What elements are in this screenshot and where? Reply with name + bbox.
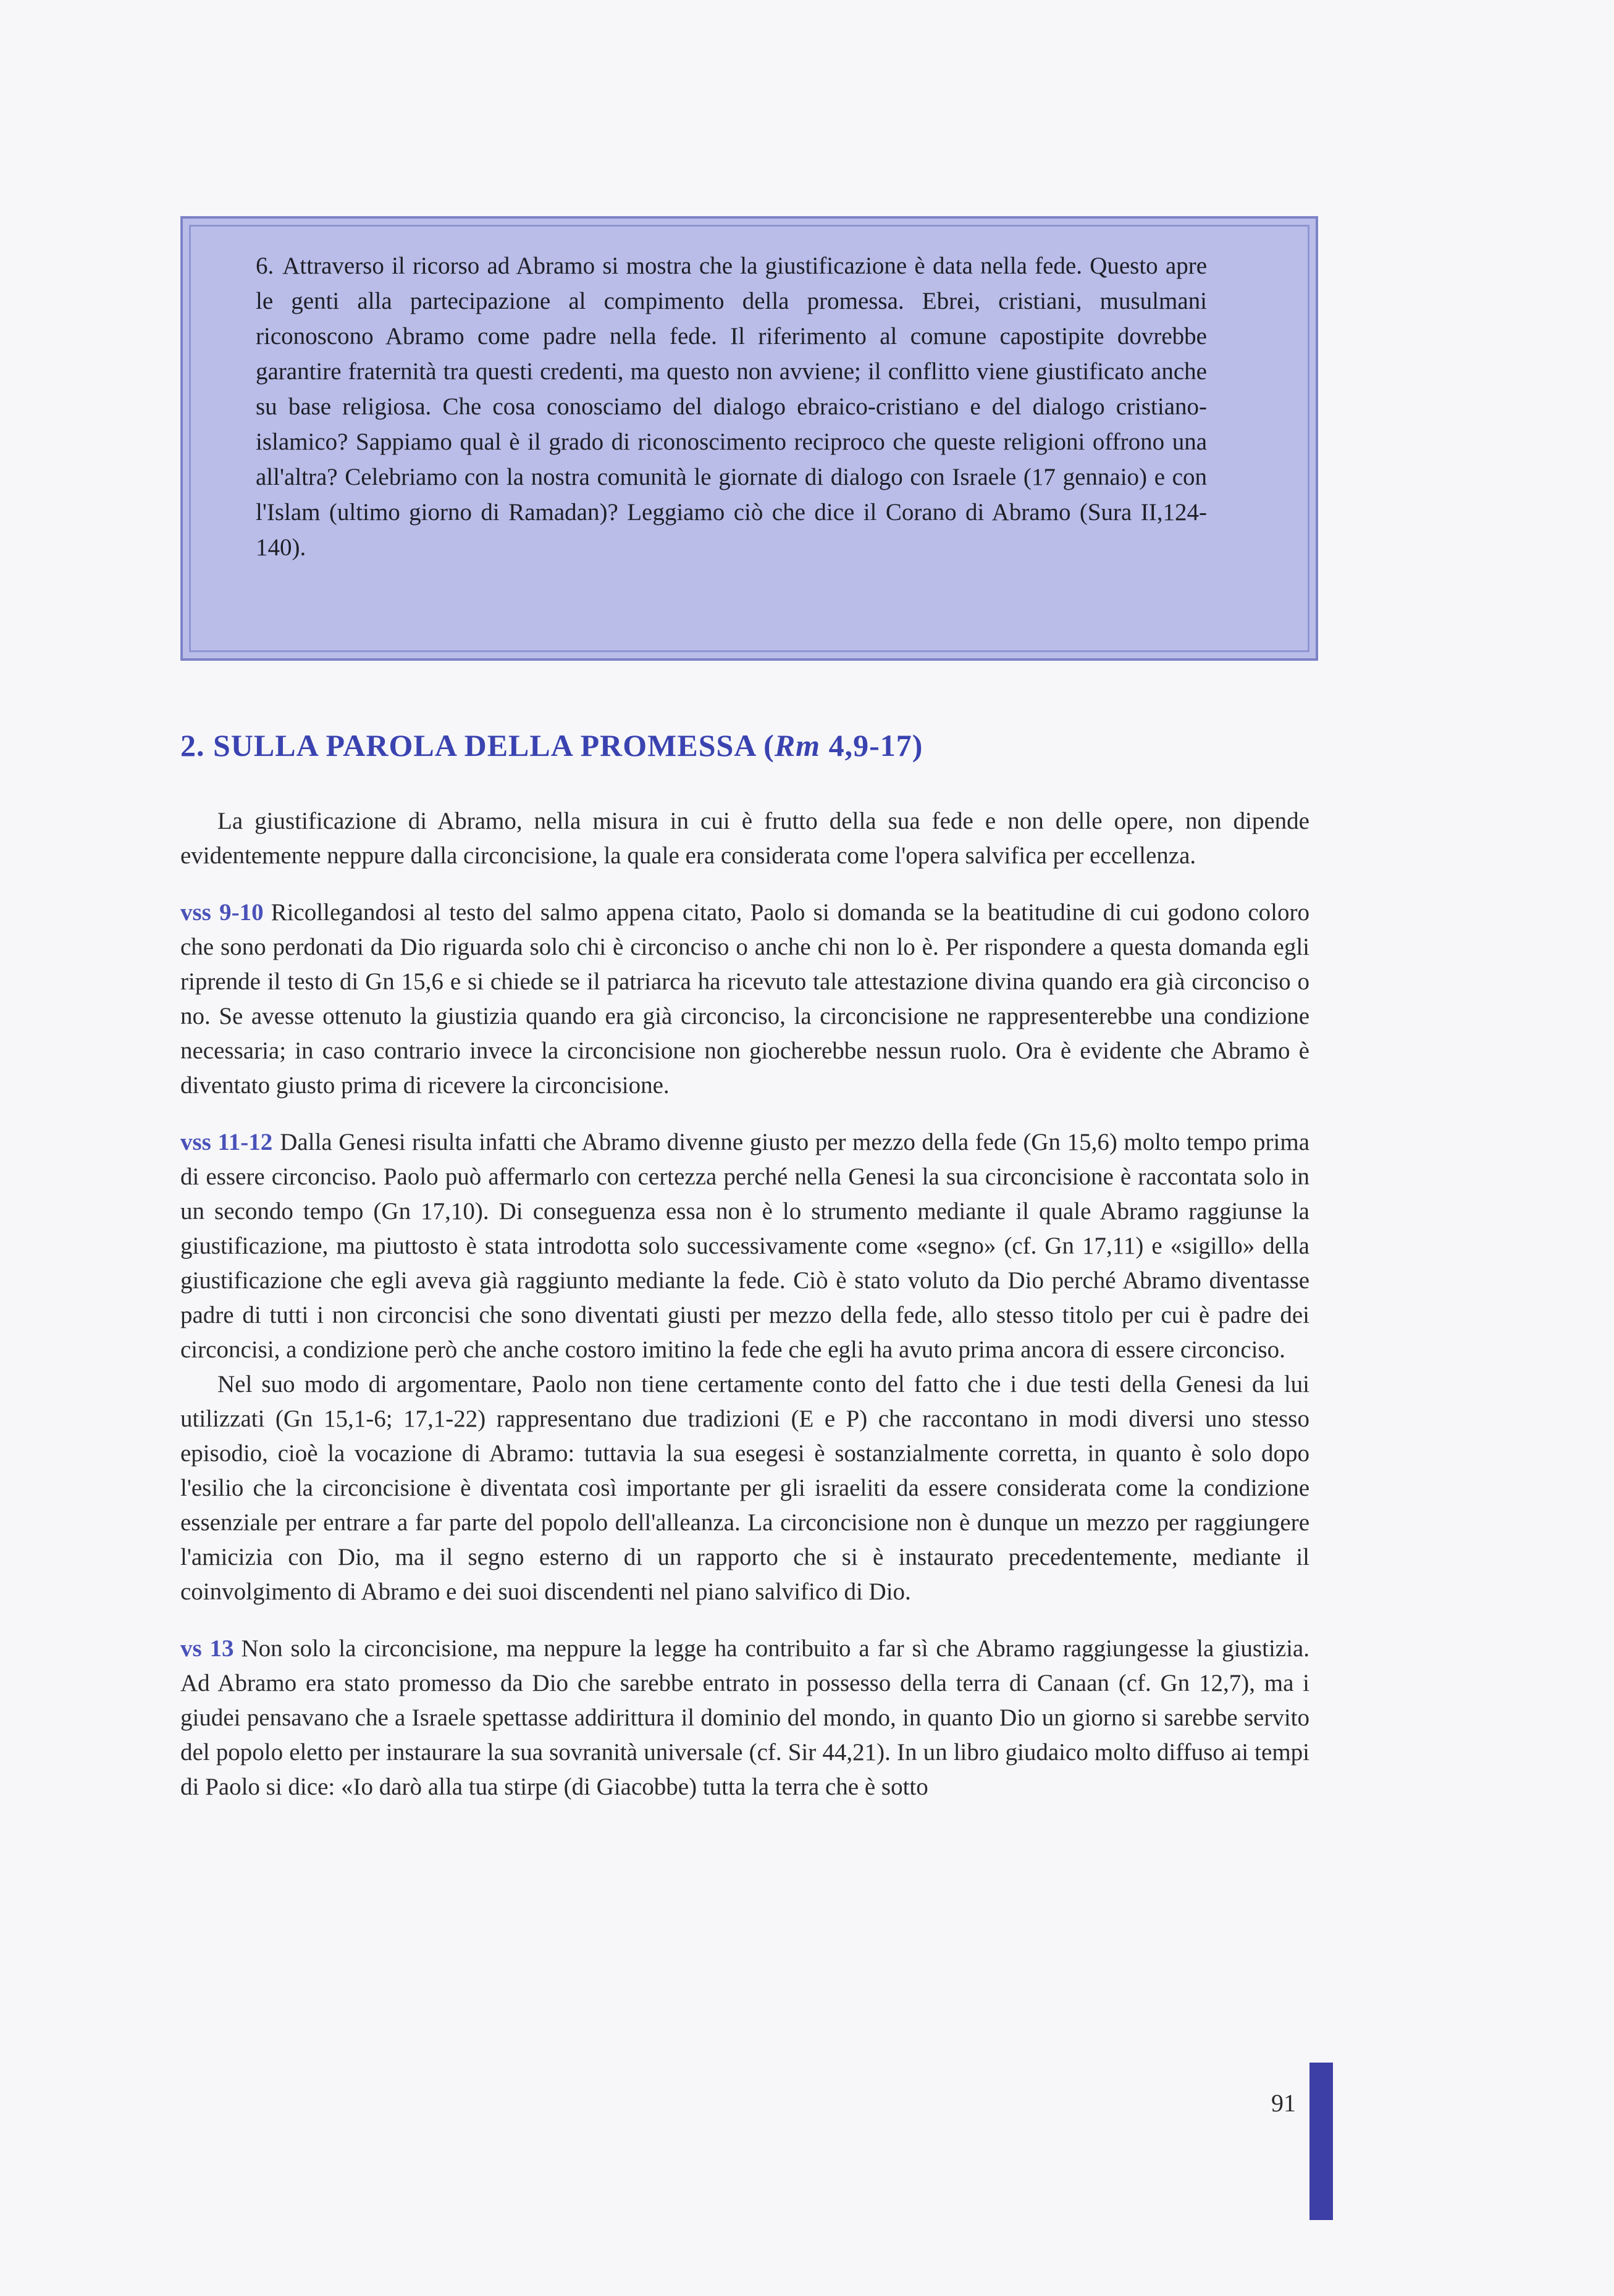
reflection-body: Attraverso il ricorso ad Abramo si mostra che la giustificazione è data nella fede. Questo apre le genti alla partecipazione al compimento della promessa. Ebrei, cristiani, musulmani riconoscono Abramo come padre nella fede. Il riferimento al comune capostipite dovrebbe garantire fraternità tra questi credenti, ma questo non avviene; il conflitto viene giustificato anche su base religiosa. Che cosa conosciamo del dialogo ebraico-cristiano e del dialogo cristiano-islamico? Sappiamo qual è il grado di riconoscimento reciproco che queste religioni offrono una all'altra? Celebriamo con la nostra comunità le giornate di dialogo con Israele (17 gennaio) e con l'Islam (ultimo giorno di Ramadan)? Leggiamo ciò che dice il Corano di Abramo (Sura II,124-140). xyxy=(256,253,1207,561)
page-number: 91 xyxy=(1271,2089,1296,2117)
section-heading: 2. SULLA PAROLA DELLA PROMESSA (Rm 4,9-17) xyxy=(180,728,923,763)
vss-9-10-paragraph: vss 9-10 Ricollegandosi al testo del salmo appena citato, Paolo si domanda se la beatitudine di cui godono coloro che sono perdonati da Dio riguarda solo chi è circonciso o anche chi non lo è. Per rispondere a questa domanda egli riprende il testo di Gn 15,6 e si chiede se il patriarca ha ricevuto tale attestazione divina quando era già circonciso o no. Se avesse ottenuto la giustizia quando era già circonciso, la circoncisione ne rappresenterebbe una condizione necessaria; in caso contrario invece la circoncisione non giocherebbe nessun ruolo. Ora è evidente che Abramo è diventato giusto prima di ricevere la circoncisione. xyxy=(180,899,1309,1099)
body-text-1 xyxy=(180,804,1309,1804)
verse-label: vss 9-10 xyxy=(180,899,264,926)
verse-label: vs 13 xyxy=(180,1635,234,1662)
vs-13-paragraph: vs 13 Non solo la circoncisione, ma neppure la legge ha contribuito a far sì che Abramo raggiungesse la giustizia. Ad Abramo era stato promesso da Dio che sarebbe entrato in possesso della terra di Canaan (cf. Gn 12,7), ma i giudei pensavano che a Israele spettasse addirittura il dominio del mondo, in quanto Dio un giorno si sarebbe servito del popolo eletto per instaurare la sua sovranità universale (cf. Sir 44,21). In un libro giudaico molto diffuso ai tempi di Paolo si dice: «Io darò alla tua stirpe (di Giacobbe) tutta la terra che è sotto xyxy=(180,1635,1309,1800)
page-edge-marker xyxy=(1309,2063,1333,2220)
verse-label: vss 11-12 xyxy=(180,1129,273,1155)
vss-11-12-paragraph: vss 11-12 Dalla Genesi risulta infatti che Abramo divenne giusto per mezzo della fede (Gn 15,6) molto tempo prima di essere circonciso. Paolo può affermarlo con certezza perché nella Genesi la sua circoncisione è raccontata solo in un secondo tempo (Gn 17,10). Di conseguenza essa non è lo strumento mediante il quale Abramo raggiunse la giustificazione, ma piuttosto è stata introdotta solo successivamente come «segno» (cf. Gn 17,11) e «sigillo» della giustificazione che egli aveva già raggiunto mediante la fede. Ciò è stato voluto da Dio perché Abramo diventasse padre di tutti i non circoncisi che sono diventati giusti per mezzo della fede, allo stesso titolo per cui è padre dei circoncisi, a condizione però che anche costoro imitino la fede che egli ha avuto prima ancora di essere circonciso. xyxy=(180,1129,1309,1363)
reflection-number: 6. xyxy=(256,253,274,279)
reflection-box xyxy=(180,216,1318,661)
intro-paragraph: La giustificazione di Abramo, nella misura in cui è frutto della sua fede e non delle opere, non dipende evidentemente neppure dalla circoncisione, la quale era considerata come l'opera salvifica per eccellenza. xyxy=(180,808,1309,869)
reflection-text xyxy=(256,248,1207,565)
argument-paragraph: Nel suo modo di argomentare, Paolo non tiene certamente conto del fatto che i due testi della Genesi da lui utilizzati (Gn 15,1-6; 17,1-22) rappresentano due tradizioni (E e P) che raccontano in modi diversi uno stesso episodio, cioè la vocazione di Abramo: tuttavia la sua esegesi è sostanzialmente corretta, in quanto è solo dopo l'esilio che la circoncisione è diventata così importante per gli israeliti da essere considerata come la condizione essenziale per entrare a far parte del popolo dell'alleanza. La circoncisione non è dunque un mezzo per raggiungere l'amicizia con Dio, ma il segno esterno di un rapporto che si è instaurato precedentemente, mediante il coinvolgimento di Abramo e dei suoi discendenti nel piano salvifico di Dio. xyxy=(180,1371,1309,1605)
